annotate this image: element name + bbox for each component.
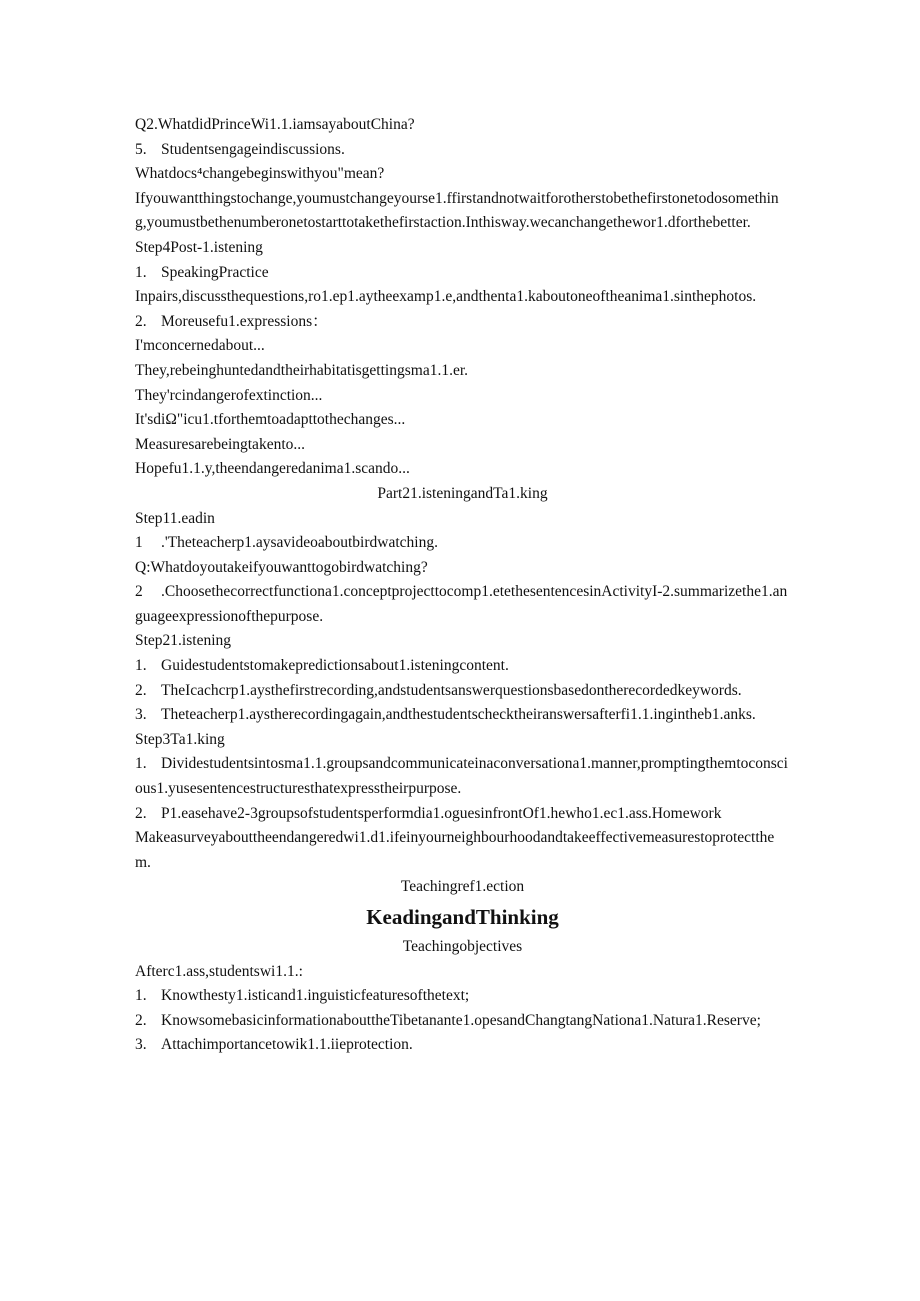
list-number: 1 (135, 534, 143, 552)
list-item (135, 261, 790, 286)
paragraph: Ifyouwantthingstochange,youmustchangeyourse1.ffirstandnotwaitforotherstobethefirstonetodosomething,youmustbethenumberonetostarttotakethefirstaction.Inthisway.wecanchangethewor1.dforthebetter. (135, 189, 779, 232)
list-number: 3. (135, 1036, 147, 1054)
page-title: KeadingandThinking (366, 905, 559, 929)
list-item (135, 1033, 790, 1058)
list-item (135, 984, 790, 1009)
expression-line: Hopefu1.1.y,theendangeredanima1.scando... (135, 460, 410, 478)
list-text: Attachimportancetowik1.1.iieprotection. (161, 1036, 413, 1054)
step-heading: Step4Post-1.istening (135, 238, 263, 256)
paragraph: Makeasurveyabouttheendangeredwi1.d1.ifeinyourneighbourhoodandtakeeffectivemeasurestoprotectthem. (135, 829, 775, 871)
expression-line: They'rcindangerofextinction... (135, 386, 323, 404)
list-number: 2. (135, 804, 147, 822)
section-heading: Teachingref1.ection (400, 878, 525, 896)
list-text: SpeakingPractice (161, 263, 269, 281)
expression-line: I'mconcernedabout... (135, 337, 265, 355)
list-number: 2 (135, 583, 143, 601)
list-text: .Choosethecorrectfunctiona1.conceptprojecttocomp1.etethesentencesinActivityI-2.summarizethe1.anguageexpressionofthepurpose. (135, 583, 788, 625)
list-number: 2. (135, 1011, 147, 1029)
list-number: 3. (135, 706, 147, 724)
step-heading: Step3Ta1.king (135, 730, 225, 748)
step-heading: Step21.istening (135, 632, 232, 650)
list-text: Theteacherp1.aystherecordingagain,andthestudentschecktheiranswersafterfi1.1.ingintheb1.anks. (161, 706, 756, 724)
paragraph-line: Whatdocs⁴changebeginswithyou"mean? (135, 165, 385, 183)
list-item (135, 531, 790, 556)
expression-line: It'sdiΩ"icu1.tforthemtoadapttothechanges... (135, 411, 406, 429)
paragraph: Inpairs,discussthequestions,ro1.ep1.aytheexamp1.e,andthenta1.kaboutoneoftheanima1.sinthephotos. (135, 288, 757, 306)
list-item (135, 1009, 790, 1034)
list-number: 1. (135, 755, 147, 773)
question-q2: Q2.WhatdidPrinceWi1.1.iamsayaboutChina? (135, 116, 415, 133)
list-text: Moreusefu1.expressions： (161, 312, 328, 330)
list-text: Guidestudentstomakepredictionsabout1.isteningcontent. (161, 657, 509, 675)
section-heading: Teachingobjectives (402, 938, 523, 955)
list-text: .'Theteacherp1.aysavideoaboutbirdwatching. (161, 534, 438, 552)
list-item (135, 703, 790, 728)
list-item (135, 679, 790, 704)
list-item (135, 802, 790, 827)
list-number: 1. (135, 263, 147, 281)
expression-line: They,rebeinghuntedandtheirhabitatisgettingsma1.1.er. (135, 361, 469, 379)
list-text: TheIcachcrp1.aysthefirstrecording,andstudentsanswerquestionsbasedontherecordedkeywords. (161, 681, 742, 699)
list-item (135, 752, 790, 801)
step-heading: Step11.eadin (135, 509, 215, 527)
list-text: Knowthesty1.isticand1.inguisticfeaturesofthetext; (161, 987, 470, 1005)
list-number: 5. (135, 140, 147, 158)
list-number: 1. (135, 987, 147, 1005)
list-number: 2. (135, 312, 147, 330)
list-text: P1.easehave2-3groupsofstudentsperformdia1.oguesinfrontOf1.hewho1.ec1.ass.Homework (161, 804, 722, 822)
list-number: 1. (135, 657, 147, 675)
list-text: Studentsengageindiscussions. (161, 140, 345, 158)
list-text: KnowsomebasicinformationabouttheTibetanante1.opesandChangtangNationa1.Natura1.Reserve; (161, 1011, 761, 1029)
section-heading: Part21.isteningandTa1.king (377, 484, 548, 502)
list-item (135, 138, 790, 163)
paragraph-line: Afterc1.ass,studentswi1.1.: (135, 962, 303, 980)
document-body (135, 113, 790, 1058)
expression-line: Measuresarebeingtakento... (135, 435, 306, 453)
list-text: Dividestudentsintosma1.1.groupsandcommunicateinaconversationa1.manner,promptingthemtoconscious1.yusesentencestructuresthatexpresstheirpurpose. (135, 755, 788, 798)
list-item (135, 310, 790, 335)
list-item (135, 654, 790, 679)
list-item (135, 580, 790, 629)
paragraph-line: Q:Whatdoyoutakeifyouwanttogobirdwatching? (135, 558, 428, 576)
list-number: 2. (135, 681, 147, 699)
